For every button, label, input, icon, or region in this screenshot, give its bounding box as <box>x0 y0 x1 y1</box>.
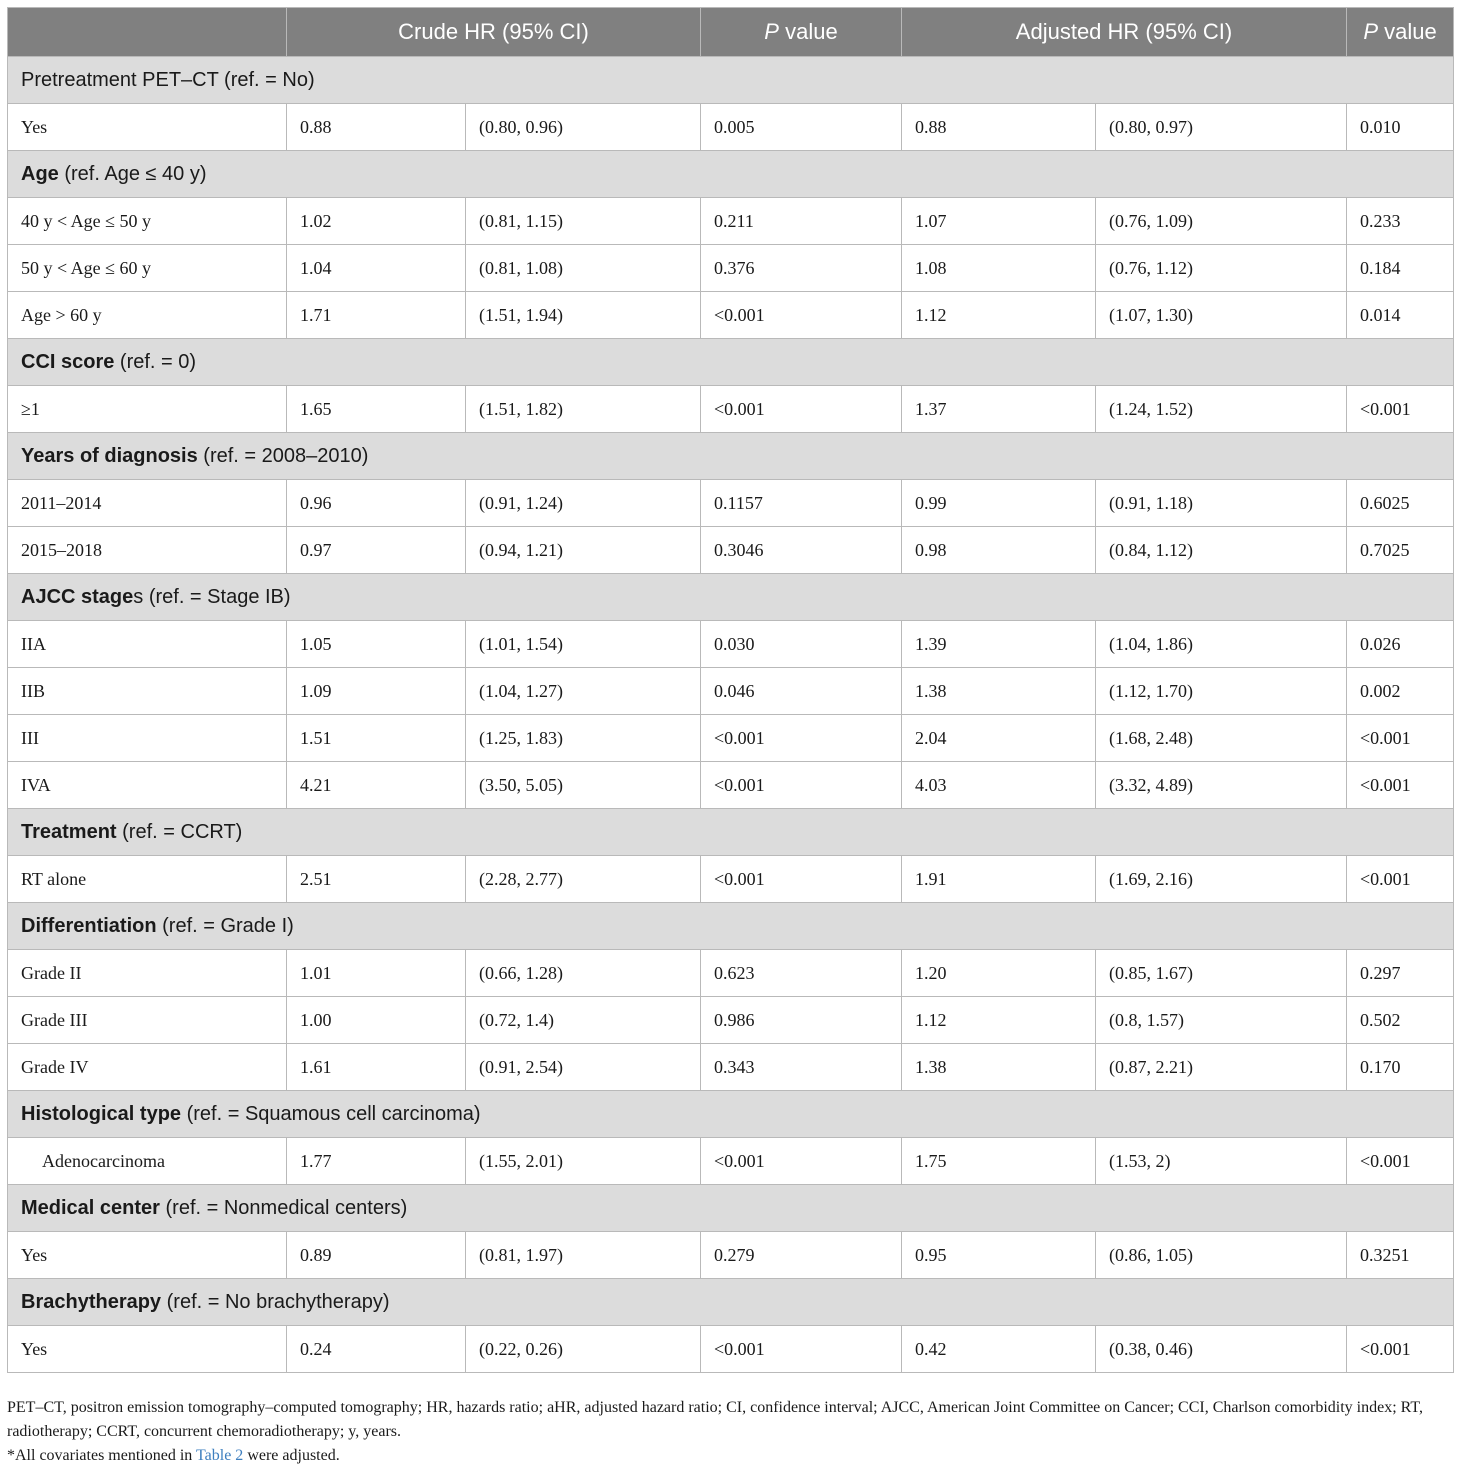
adjusted-p-cell: <0.001 <box>1347 1326 1454 1373</box>
table-row <box>8 198 1454 245</box>
crude-ci-cell: (0.91, 2.54) <box>466 1044 701 1091</box>
crude-ci-cell: (0.94, 1.21) <box>466 527 701 574</box>
table-row <box>8 668 1454 715</box>
section-title-cell <box>8 1279 1454 1326</box>
section-header-row <box>8 903 1454 950</box>
adjusted-ci-cell: (0.80, 0.97) <box>1096 104 1347 151</box>
crude-ci-cell: (1.04, 1.27) <box>466 668 701 715</box>
section-title-reference: (ref. Age ≤ 40 y) <box>58 162 207 185</box>
crude-p-cell: 0.030 <box>701 621 902 668</box>
crude-hr-cell: 1.65 <box>287 386 466 433</box>
section-header-row <box>8 433 1454 480</box>
adjusted-ci-cell: (1.68, 2.48) <box>1096 715 1347 762</box>
crude-p-cell: 0.986 <box>701 997 902 1044</box>
table-row <box>8 245 1454 292</box>
section-header-row <box>8 1185 1454 1232</box>
adjusted-ci-cell: (0.84, 1.12) <box>1096 527 1347 574</box>
row-label-cell: Yes <box>8 1326 287 1373</box>
table-row <box>8 1044 1454 1091</box>
footnote-adjustment-prefix: *All covariates mentioned in <box>7 1447 196 1464</box>
adjusted-ci-cell: (3.32, 4.89) <box>1096 762 1347 809</box>
crude-p-cell: 0.623 <box>701 950 902 997</box>
section-header-row <box>8 1091 1454 1138</box>
crude-p-cell: <0.001 <box>701 1326 902 1373</box>
table-row <box>8 856 1454 903</box>
crude-hr-cell: 0.89 <box>287 1232 466 1279</box>
table-header-row <box>8 8 1454 57</box>
crude-hr-cell: 1.01 <box>287 950 466 997</box>
crude-p-cell: <0.001 <box>701 386 902 433</box>
section-title-reference: (ref. = Squamous cell carcinoma) <box>181 1102 481 1125</box>
table-row <box>8 386 1454 433</box>
row-label-cell: 2015–2018 <box>8 527 287 574</box>
table-row <box>8 104 1454 151</box>
crude-ci-cell: (3.50, 5.05) <box>466 762 701 809</box>
section-title-cell <box>8 151 1454 198</box>
section-title-cell <box>8 903 1454 950</box>
crude-ci-cell: (0.80, 0.96) <box>466 104 701 151</box>
adjusted-p-cell: 0.233 <box>1347 198 1454 245</box>
crude-hr-cell: 1.61 <box>287 1044 466 1091</box>
crude-hr-cell: 1.09 <box>287 668 466 715</box>
section-title-reference: (ref. = CCRT) <box>116 820 243 843</box>
adjusted-hr-cell: 4.03 <box>902 762 1096 809</box>
adjusted-p-cell: 0.3251 <box>1347 1232 1454 1279</box>
table-footnote <box>7 1396 1455 1468</box>
section-header-row <box>8 57 1454 104</box>
row-label-cell: 50 y < Age ≤ 60 y <box>8 245 287 292</box>
row-label-cell: IVA <box>8 762 287 809</box>
row-label-cell: Adenocarcinoma <box>8 1138 287 1185</box>
adjusted-hr-cell: 1.12 <box>902 997 1096 1044</box>
footnote-adjustment-suffix: were adjusted. <box>243 1447 340 1464</box>
adjusted-hr-cell: 1.38 <box>902 1044 1096 1091</box>
table-row <box>8 480 1454 527</box>
crude-hr-cell: 1.71 <box>287 292 466 339</box>
crude-p-cell: 0.046 <box>701 668 902 715</box>
crude-hr-cell: 1.00 <box>287 997 466 1044</box>
crude-hr-cell: 0.24 <box>287 1326 466 1373</box>
crude-ci-cell: (1.01, 1.54) <box>466 621 701 668</box>
section-title-reference: (ref. = 2008–2010) <box>197 444 369 467</box>
crude-p-cell: <0.001 <box>701 715 902 762</box>
adjusted-hr-cell: 0.99 <box>902 480 1096 527</box>
row-label-cell: Yes <box>8 104 287 151</box>
section-header-row <box>8 151 1454 198</box>
crude-ci-cell: (1.51, 1.94) <box>466 292 701 339</box>
row-label-cell: ≥1 <box>8 386 287 433</box>
header-crude-hr: Crude HR (95% CI) <box>287 8 701 57</box>
adjusted-ci-cell: (0.76, 1.12) <box>1096 245 1347 292</box>
section-title-bold: Age <box>21 162 59 185</box>
crude-ci-cell: (0.66, 1.28) <box>466 950 701 997</box>
table-row <box>8 292 1454 339</box>
adjusted-hr-cell: 1.75 <box>902 1138 1096 1185</box>
crude-hr-cell: 1.05 <box>287 621 466 668</box>
table-row <box>8 1232 1454 1279</box>
crude-hr-cell: 1.02 <box>287 198 466 245</box>
section-title-cell <box>8 809 1454 856</box>
adjusted-ci-cell: (1.07, 1.30) <box>1096 292 1347 339</box>
adjusted-hr-cell: 1.39 <box>902 621 1096 668</box>
adjusted-ci-cell: (0.8, 1.57) <box>1096 997 1347 1044</box>
adjusted-ci-cell: (0.86, 1.05) <box>1096 1232 1347 1279</box>
table-row <box>8 950 1454 997</box>
section-header-row <box>8 339 1454 386</box>
crude-ci-cell: (2.28, 2.77) <box>466 856 701 903</box>
adjusted-p-cell: 0.184 <box>1347 245 1454 292</box>
crude-ci-cell: (0.72, 1.4) <box>466 997 701 1044</box>
section-title-cell <box>8 1091 1454 1138</box>
adjusted-hr-cell: 2.04 <box>902 715 1096 762</box>
row-label-cell: Grade IV <box>8 1044 287 1091</box>
table-row <box>8 527 1454 574</box>
row-label-cell: Yes <box>8 1232 287 1279</box>
table-row <box>8 762 1454 809</box>
adjusted-p-cell: <0.001 <box>1347 715 1454 762</box>
section-header-row <box>8 1279 1454 1326</box>
section-title-cell <box>8 1185 1454 1232</box>
crude-hr-cell: 1.77 <box>287 1138 466 1185</box>
crude-ci-cell: (1.51, 1.82) <box>466 386 701 433</box>
crude-p-cell: <0.001 <box>701 1138 902 1185</box>
adjusted-p-cell: 0.297 <box>1347 950 1454 997</box>
adjusted-ci-cell: (1.24, 1.52) <box>1096 386 1347 433</box>
crude-p-cell: <0.001 <box>701 762 902 809</box>
table-row <box>8 621 1454 668</box>
crude-p-cell: 0.1157 <box>701 480 902 527</box>
crude-p-cell: <0.001 <box>701 292 902 339</box>
section-title-bold: Brachytherapy <box>21 1290 162 1313</box>
section-title-bold: Histological type <box>21 1102 182 1125</box>
crude-ci-cell: (1.25, 1.83) <box>466 715 701 762</box>
section-title-reference: (ref. = Nonmedical centers) <box>159 1196 408 1219</box>
row-label-cell: IIB <box>8 668 287 715</box>
crude-ci-cell: (0.81, 1.15) <box>466 198 701 245</box>
crude-hr-cell: 0.96 <box>287 480 466 527</box>
adjusted-hr-cell: 1.38 <box>902 668 1096 715</box>
row-label-cell: RT alone <box>8 856 287 903</box>
adjusted-ci-cell: (0.38, 0.46) <box>1096 1326 1347 1373</box>
row-label-cell: Age > 60 y <box>8 292 287 339</box>
crude-ci-cell: (0.91, 1.24) <box>466 480 701 527</box>
header-p-value-crude <box>701 8 902 57</box>
adjusted-p-cell: <0.001 <box>1347 856 1454 903</box>
crude-hr-cell: 0.88 <box>287 104 466 151</box>
adjusted-ci-cell: (1.04, 1.86) <box>1096 621 1347 668</box>
adjusted-ci-cell: (1.12, 1.70) <box>1096 668 1347 715</box>
crude-ci-cell: (1.55, 2.01) <box>466 1138 701 1185</box>
section-title-reference: s (ref. = Stage IB) <box>133 585 291 608</box>
section-title-reference: Pretreatment PET–CT (ref. = No) <box>21 68 315 91</box>
section-title-bold: Differentiation <box>21 914 157 937</box>
adjusted-p-cell: 0.026 <box>1347 621 1454 668</box>
table-row <box>8 715 1454 762</box>
crude-p-cell: 0.376 <box>701 245 902 292</box>
crude-p-cell: 0.3046 <box>701 527 902 574</box>
adjusted-p-cell: <0.001 <box>1347 386 1454 433</box>
row-label-cell: IIA <box>8 621 287 668</box>
adjusted-ci-cell: (0.76, 1.09) <box>1096 198 1347 245</box>
header-p-letter: P <box>1363 19 1378 44</box>
section-title-bold: CCI score <box>21 350 115 373</box>
row-label-cell: Grade II <box>8 950 287 997</box>
adjusted-ci-cell: (1.53, 2) <box>1096 1138 1347 1185</box>
adjusted-hr-cell: 1.08 <box>902 245 1096 292</box>
adjusted-ci-cell: (0.91, 1.18) <box>1096 480 1347 527</box>
crude-hr-cell: 0.97 <box>287 527 466 574</box>
adjusted-p-cell: <0.001 <box>1347 762 1454 809</box>
crude-ci-cell: (0.22, 0.26) <box>466 1326 701 1373</box>
row-label-cell: Grade III <box>8 997 287 1044</box>
adjusted-p-cell: 0.010 <box>1347 104 1454 151</box>
header-p-value-adjusted <box>1347 8 1454 57</box>
section-title-cell <box>8 339 1454 386</box>
footnote-adjustment <box>7 1444 1455 1468</box>
crude-hr-cell: 2.51 <box>287 856 466 903</box>
adjusted-hr-cell: 0.95 <box>902 1232 1096 1279</box>
results-table-container <box>7 7 1453 1373</box>
footnote-abbreviations: PET–CT, positron emission tomography–computed tomography; HR, hazards ratio; aHR, adjusted hazard ratio; CI, confidence interval; AJCC, American Joint Committee on Cancer; CCI, Charlson comorbidity index; RT, radiotherapy; CCRT, concurrent chemoradiotherapy; y, years. <box>7 1399 1423 1440</box>
crude-ci-cell: (0.81, 1.08) <box>466 245 701 292</box>
section-title-bold: AJCC stage <box>21 585 134 608</box>
hazard-ratio-table <box>7 7 1454 1373</box>
crude-p-cell: 0.005 <box>701 104 902 151</box>
adjusted-ci-cell: (0.87, 2.21) <box>1096 1044 1347 1091</box>
adjusted-hr-cell: 0.98 <box>902 527 1096 574</box>
section-header-row <box>8 574 1454 621</box>
crude-hr-cell: 1.51 <box>287 715 466 762</box>
adjusted-p-cell: 0.502 <box>1347 997 1454 1044</box>
adjusted-ci-cell: (1.69, 2.16) <box>1096 856 1347 903</box>
row-label-cell: 2011–2014 <box>8 480 287 527</box>
adjusted-hr-cell: 0.88 <box>902 104 1096 151</box>
section-title-bold: Years of diagnosis <box>21 444 198 467</box>
adjusted-p-cell: <0.001 <box>1347 1138 1454 1185</box>
table-body <box>8 57 1454 1373</box>
adjusted-ci-cell: (0.85, 1.67) <box>1096 950 1347 997</box>
adjusted-hr-cell: 1.91 <box>902 856 1096 903</box>
crude-p-cell: 0.343 <box>701 1044 902 1091</box>
crude-p-cell: 0.279 <box>701 1232 902 1279</box>
section-header-row <box>8 809 1454 856</box>
table-row <box>8 1138 1454 1185</box>
adjusted-p-cell: 0.170 <box>1347 1044 1454 1091</box>
adjusted-p-cell: 0.7025 <box>1347 527 1454 574</box>
section-title-bold: Treatment <box>21 820 117 843</box>
crude-p-cell: 0.211 <box>701 198 902 245</box>
section-title-cell <box>8 57 1454 104</box>
crude-hr-cell: 4.21 <box>287 762 466 809</box>
section-title-cell <box>8 574 1454 621</box>
header-blank-cell <box>8 8 287 57</box>
section-title-reference: (ref. = No brachytherapy) <box>161 1290 390 1313</box>
header-value-word: value <box>1378 19 1437 44</box>
header-adjusted-hr: Adjusted HR (95% CI) <box>902 8 1347 57</box>
crude-p-cell: <0.001 <box>701 856 902 903</box>
crude-ci-cell: (0.81, 1.97) <box>466 1232 701 1279</box>
section-title-cell <box>8 433 1454 480</box>
row-label-cell: 40 y < Age ≤ 50 y <box>8 198 287 245</box>
adjusted-hr-cell: 1.12 <box>902 292 1096 339</box>
adjusted-p-cell: 0.014 <box>1347 292 1454 339</box>
adjusted-hr-cell: 0.42 <box>902 1326 1096 1373</box>
row-label-cell: III <box>8 715 287 762</box>
header-value-word: value <box>778 19 838 44</box>
section-title-reference: (ref. = 0) <box>114 350 197 373</box>
table-row <box>8 1326 1454 1373</box>
table-2-link[interactable]: Table 2 <box>196 1447 244 1464</box>
section-title-bold: Medical center <box>21 1196 160 1219</box>
adjusted-p-cell: 0.6025 <box>1347 480 1454 527</box>
adjusted-hr-cell: 1.20 <box>902 950 1096 997</box>
adjusted-hr-cell: 1.07 <box>902 198 1096 245</box>
crude-hr-cell: 1.04 <box>287 245 466 292</box>
adjusted-hr-cell: 1.37 <box>902 386 1096 433</box>
header-p-letter: P <box>764 19 779 44</box>
adjusted-p-cell: 0.002 <box>1347 668 1454 715</box>
table-row <box>8 997 1454 1044</box>
section-title-reference: (ref. = Grade I) <box>156 914 294 937</box>
